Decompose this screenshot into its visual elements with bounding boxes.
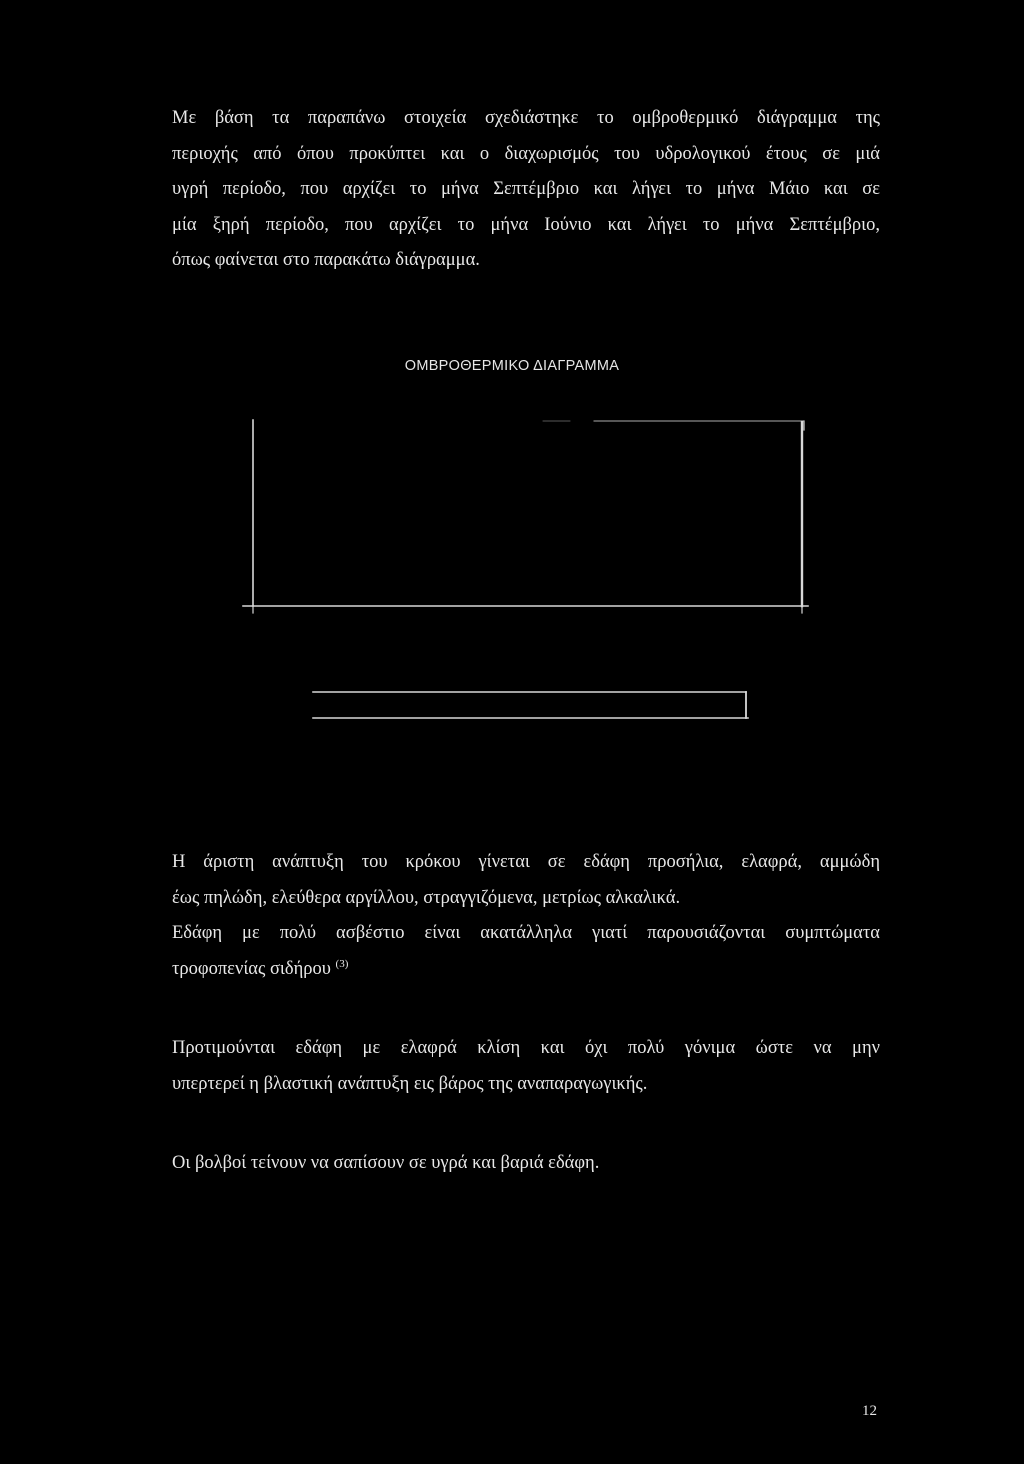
- soil-line-4: [172, 952, 880, 988]
- soil-line-4-text: τροφοπενίας σιδήρου: [172, 958, 331, 979]
- footnote-reference: (3): [335, 957, 349, 970]
- slope-line-1: Προτιμούνται εδάφη με ελαφρά κλίση και όχι πολύ γόνιμα ώστε να μην: [172, 1038, 880, 1058]
- soil-line-1: Η άριστη ανάπτυξη του κρόκου γίνεται σε εδάφη προσήλια, ελαφρά, αμμώδη: [172, 852, 880, 872]
- page-number: 12: [862, 1403, 877, 1419]
- intro-line-4: μία ξηρή περίοδο, που αρχίζει το μήνα Ιούνιο και λήγει το μήνα Σεπτέμβριο,: [172, 214, 880, 235]
- intro-line-2: περιοχής από όπου προκύπτει και ο διαχωρισμός του υδρολογικού έτους σε μιά: [172, 143, 880, 164]
- bulbs-line-1: Οι βολβοί τείνουν να σαπίσουν σε υγρά και βαριά εδάφη.: [172, 1153, 600, 1173]
- soil-line-2: έως πηλώδη, ελεύθερα αργίλλου, στραγγιζόμενα, μετρίως αλκαλικά.: [172, 887, 681, 908]
- slope-line-2: υπερτερεί η βλαστική ανάπτυξη εις βάρος της αναπαραγωγικής.: [172, 1073, 648, 1094]
- slope-paragraph: [172, 1031, 880, 1102]
- intro-line-1: Με βάση τα παραπάνω στοιχεία σχεδιάστηκε το ομβροθερμικό διάγραμμα της: [172, 108, 880, 128]
- bulbs-paragraph: [172, 1146, 880, 1182]
- diagram-title: ΟΜΒΡΟΘΕΡΜΙΚΟ ΔΙΑΓΡΑΜΜΑ: [404, 358, 620, 374]
- intro-line-5: όπως φαίνεται στο παρακάτω διάγραμμα.: [172, 250, 480, 270]
- soil-line-3: Εδάφη με πολύ ασβέστιο είναι ακατάλληλα γιατί παρουσιάζονται συμπτώματα: [172, 923, 880, 943]
- soil-paragraph: [172, 845, 880, 987]
- intro-line-3: υγρή περίοδο, που αρχίζει το μήνα Σεπτέμβριο και λήγει το μήνα Μάιο και σε: [172, 179, 880, 199]
